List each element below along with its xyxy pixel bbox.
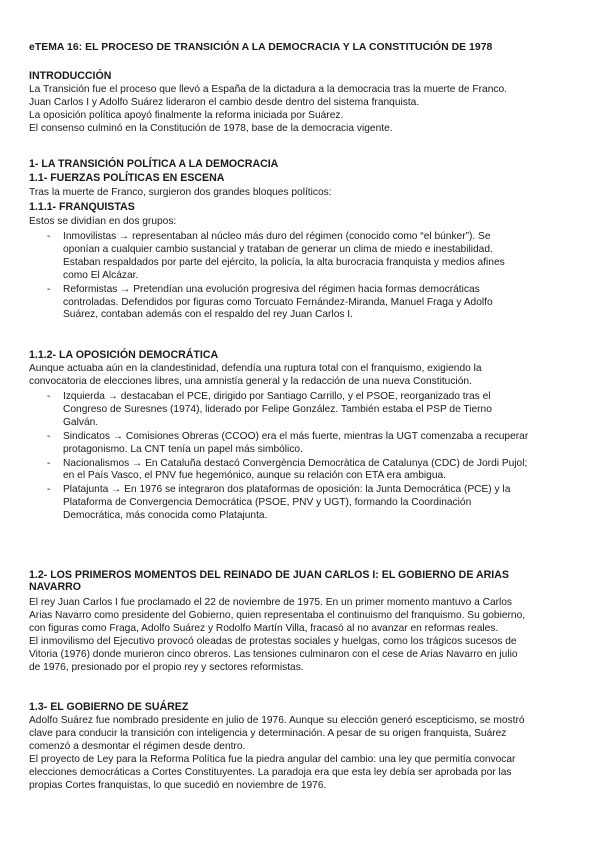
section-1-3-paragraph [29, 715, 577, 792]
text-line: como El Alcázar. [63, 269, 139, 281]
text-line: La Transición fue el proceso que llevó a España de la dictadura a la democracia tras la muerte de Franco. [29, 84, 507, 95]
text-line: Congreso de Suresnes (1974), liderado por Felipe González. También estaba el PSP de Tierno [63, 403, 492, 415]
franquistas-intro: Estos se dividían en dos grupos: [29, 216, 177, 227]
section-1-1-2-heading: 1.1.2- LA OPOSICIÓN DEMOCRÁTICA [29, 349, 219, 361]
bullet-dash: - [47, 231, 51, 242]
text-line: Inmovilistas → representaban al núcleo más duro del régimen (conocido como “el búnker”). Se [63, 231, 491, 242]
text-line: Adolfo Suárez fue nombrado presidente en julio de 1976. Aunque su elección generó escepticismo, se mostró [29, 715, 525, 726]
section-1-heading: 1- LA TRANSICIÓN POLÍTICA A LA DEMOCRACIA [29, 158, 279, 170]
text-line: Platajunta → En 1976 se integraron dos plataformas de oposición: la Junta Democrática (PCE) y la [63, 484, 511, 496]
text-line: protagonismo. La CNT tenía un papel más simbólico. [63, 443, 303, 455]
text-line: oponían a cualquier cambio sustancial y trataban de generar un clima de miedo e inestabilidad. [63, 243, 493, 255]
text-line: convocatoria de elecciones libres, una amnistía general y la redacción de una nueva Constitución. [29, 375, 472, 387]
bullet-dash: - [47, 457, 51, 469]
oposicion-list [0, 391, 570, 523]
text-line: El consenso culminó en la Constitución de 1978, base de la democracia vigente. [29, 122, 393, 134]
bullet-dash: - [47, 484, 51, 496]
list-item [0, 484, 570, 523]
section-1-3-heading: 1.3- EL GOBIERNO DE SUÁREZ [29, 701, 189, 713]
list-item [0, 284, 570, 323]
text-line: Democrática, más conocida como Platajunta. [63, 510, 268, 522]
list-item [0, 458, 570, 484]
text-line: con figuras como Fraga, Adolfo Suárez y Rodolfo Martín Villa, fracasó al no avanzar en reformas reales. [29, 622, 499, 634]
section-1-1-1-heading: 1.1.1- FRANQUISTAS [29, 201, 135, 213]
text-line: de 1976, presionado por el propio rey y sectores reformistas. [29, 661, 304, 673]
text-line: La oposición política apoyó finalmente la reforma iniciada por Suárez. [29, 109, 344, 121]
text-line: El inmovilismo del Ejecutivo provocó oleadas de protestas sociales y huelgas, como los trágicos sucesos de [29, 635, 517, 647]
text-line: Juan Carlos I y Adolfo Suárez lideraron el cambio desde dentro del sistema franquista. [29, 96, 420, 108]
bullet-dash: - [47, 430, 51, 442]
text-line: propias Cortes franquistas, lo que sucedió en noviembre de 1976. [29, 779, 327, 791]
text-line: Suárez, contaban además con el respaldo del rey Juan Carlos I. [63, 309, 353, 321]
text-line: El rey Juan Carlos I fue proclamado el 22 de noviembre de 1975. En un primer momento mantuvo a Carlos [29, 597, 513, 608]
list-item [0, 431, 570, 457]
text-line: Reformistas → Pretendían una evolución progresiva del régimen hacia formas democráticas [63, 283, 480, 295]
text-line: Aunque actuaba aún en la clandestinidad, defendía una ruptura total con el franquismo, exigiendo la [29, 363, 482, 374]
bullet-dash: - [47, 391, 51, 402]
text-line: clave para conducir la transición con inteligencia y determinación. A pesar de su origen franquista, Suárez [29, 727, 507, 739]
text-line: controladas. Defendidos por figuras como Torcuato Fernández-Miranda, Manuel Fraga y Adolfo [63, 296, 493, 308]
text-line: Plataforma de Convergencia Democrática (PSOE, PNV y UGT), formando la Coordinación [63, 497, 472, 509]
text-line: Arias Navarro como presidente del Gobierno, quien representaba el continuismo del franquismo. Su gobierno, [29, 609, 526, 621]
document-title: eTEMA 16: EL PROCESO DE TRANSICIÓN A LA DEMOCRACIA Y LA CONSTITUCIÓN DE 1978 [29, 42, 493, 53]
text-line: elecciones democráticas a Cortes Constituyentes. La paradoja era que esta ley debía ser aprobada por las [29, 766, 512, 778]
section-1-1-intro: Tras la muerte de Franco, surgieron dos grandes bloques políticos: [29, 187, 332, 198]
list-item [0, 231, 570, 283]
text-line: comenzó a desmontar el régimen desde dentro. [29, 740, 246, 752]
section-1-2-paragraph [29, 597, 577, 674]
section-1-1-heading: 1.1- FUERZAS POLÍTICAS EN ESCENA [29, 172, 225, 184]
section-1-2-heading [29, 569, 577, 593]
text-line: Galván. [63, 416, 99, 428]
intro-heading: INTRODUCCIÓN [29, 70, 112, 82]
heading-line: 1.2- LOS PRIMEROS MOMENTOS DEL REINADO DE JUAN CARLOS I: EL GOBIERNO DE ARIAS [29, 569, 509, 581]
text-line: Estaban respaldados por parte del ejército, la policía, la alta burocracia franquista y medios afines [63, 256, 505, 268]
heading-line: NAVARRO [29, 581, 81, 593]
intro-paragraph [29, 84, 577, 136]
text-line: Nacionalismos → En Cataluña destacó Convergència Democràtica de Catalunya (CDC) de Jordi Pujol; [63, 457, 528, 469]
text-line: Izquierda → destacaban el PCE, dirigido por Santiago Carrillo, y el PSOE, reorganizado tras el [63, 391, 491, 402]
text-line: Sindicatos → Comisiones Obreras (CCOO) era el más fuerte, mientras la UGT comenzaba a recuperar [63, 430, 529, 442]
franquistas-list [0, 231, 570, 322]
text-line: Vitoria (1976) donde murieron cinco obreros. Las tensiones culminaron con el cese de Arias Navarro en julio [29, 648, 518, 660]
list-item [0, 391, 570, 430]
oposicion-intro [29, 363, 577, 389]
text-line: en el País Vasco, el PNV fue hegemónico, aunque su relación con ETA era ambigua. [63, 470, 447, 482]
bullet-dash: - [47, 283, 51, 295]
text-line: El proyecto de Ley para la Reforma Política fue la piedra angular del cambio: una ley que permitía convocar [29, 753, 516, 765]
